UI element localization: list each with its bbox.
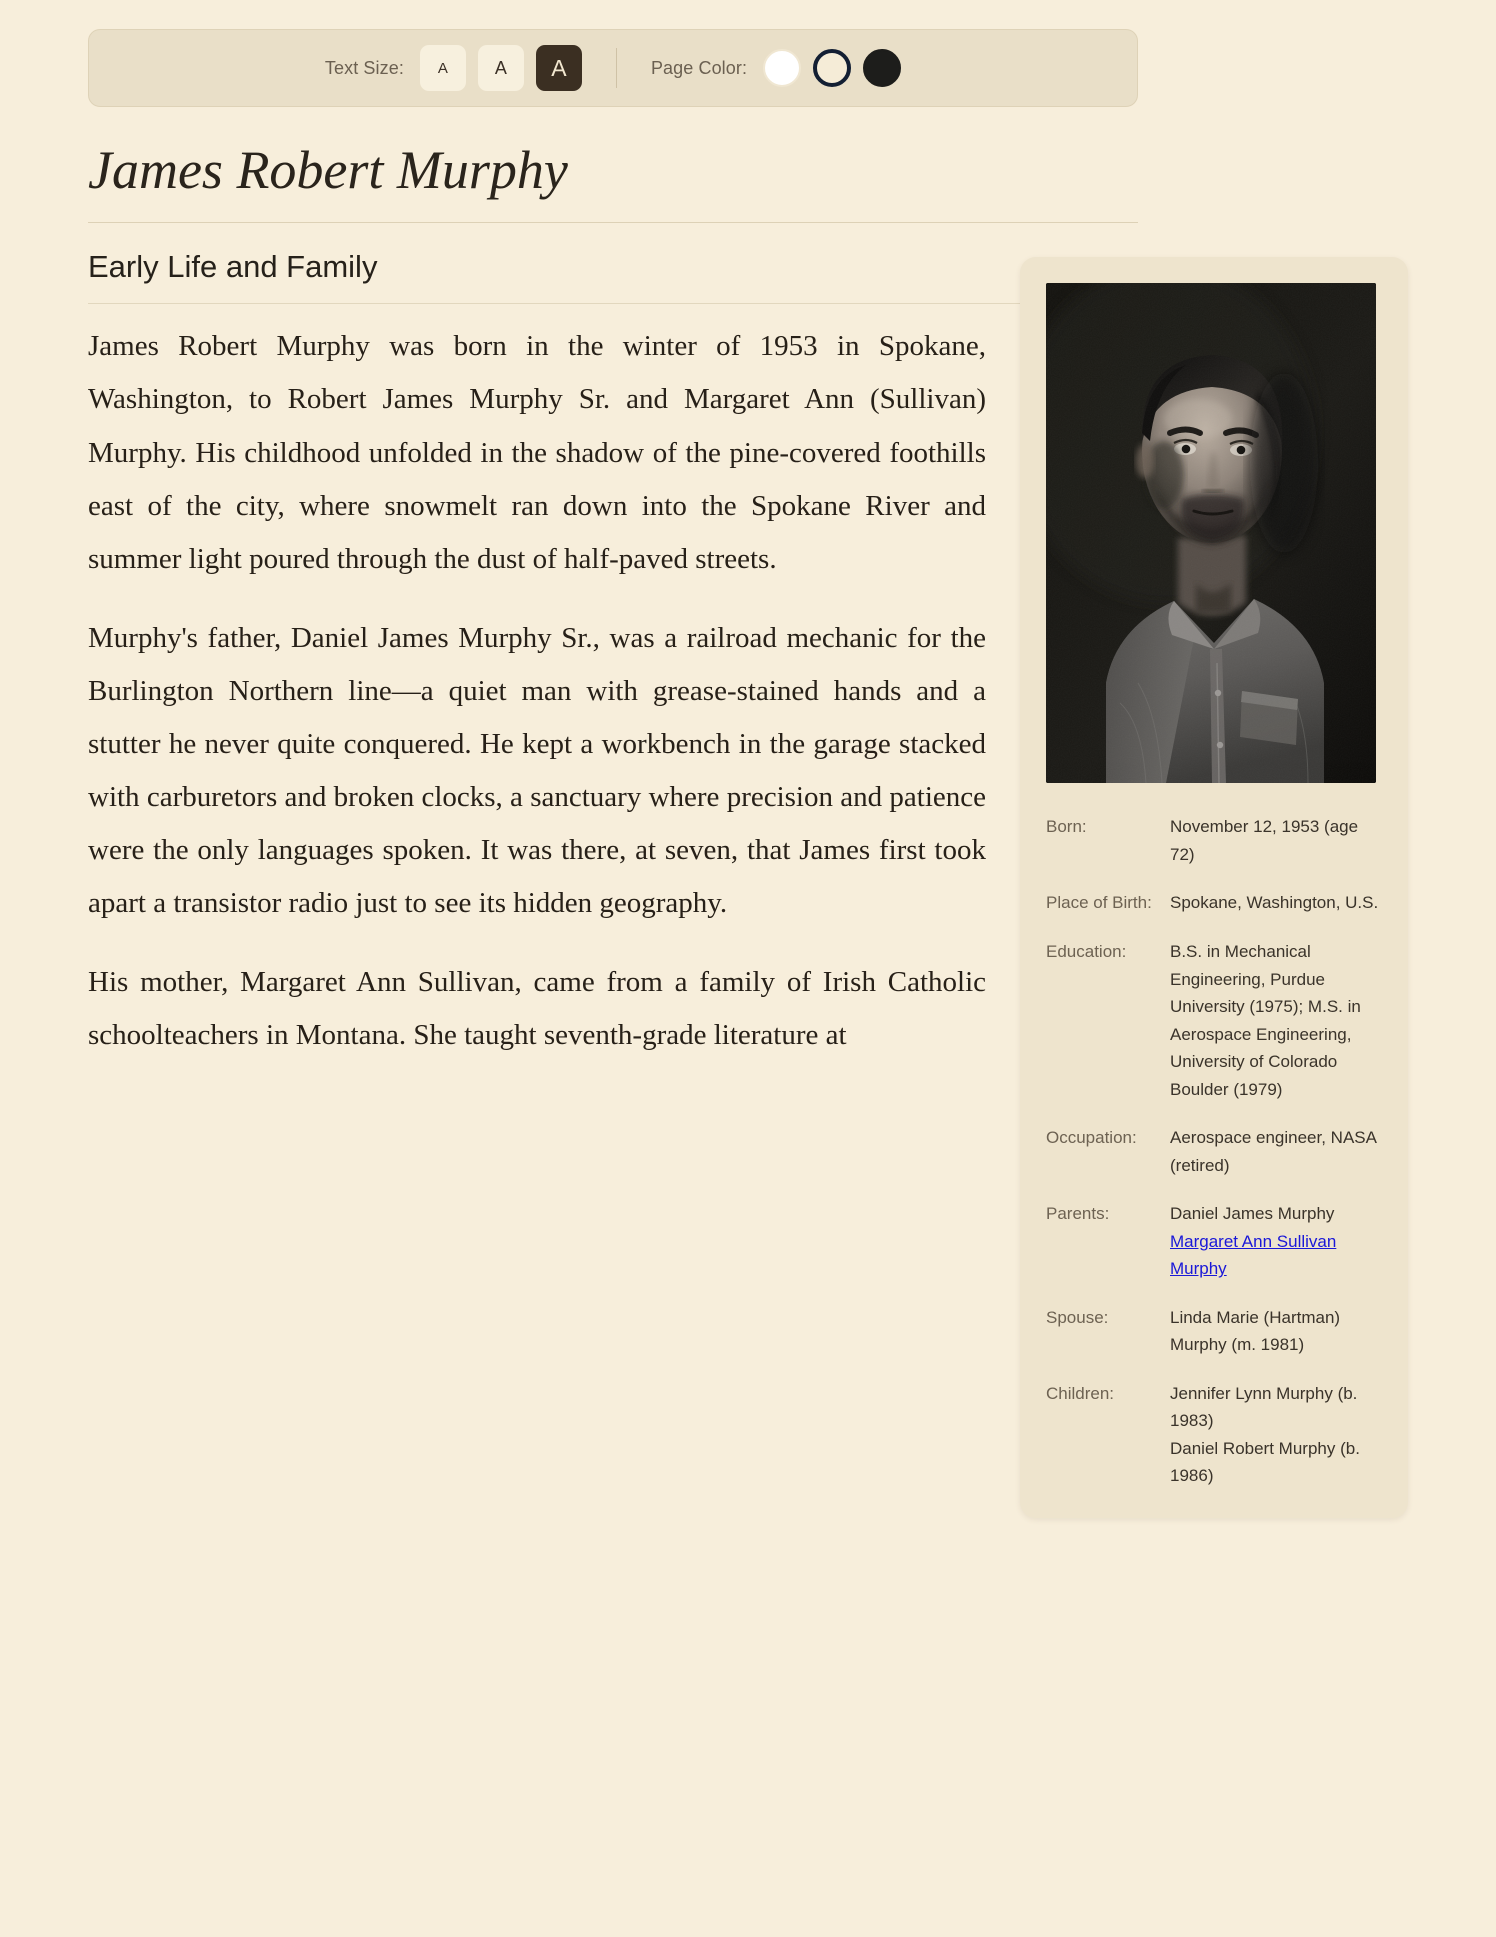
paragraph: Murphy's father, Daniel James Murphy Sr., was a railroad mechanic for the Burlington Northern line—a quiet man with grease-stained hands and a stutter he never quite conquered. He kept a workbench in the garage stacked with carburetors and broken clocks, a sanctuary where precision and patience were the only languages spoken. It was there, at seven, that James first took apart a transistor radio just to see its hidden geography. xyxy=(88,621,986,920)
page-color-label: Page Color: xyxy=(650,57,748,78)
page-color-white-swatch[interactable] xyxy=(763,49,801,87)
parent-link-margaret-ann-sullivan-murphy[interactable]: Margaret Ann Sullivan Murphy xyxy=(1170,1231,1337,1279)
text-size-button-group xyxy=(420,45,582,91)
infobox-label-children: Children: xyxy=(1046,1383,1115,1403)
infobox-label-place-of-birth: Place of Birth: xyxy=(1046,893,1152,913)
infobox-value-parents xyxy=(1170,1200,1382,1304)
page-title: James Robert Murphy xyxy=(88,141,1138,223)
page-color-dark-swatch[interactable] xyxy=(863,49,901,87)
toolbar-divider xyxy=(616,48,617,88)
infobox-value-text: Jennifer Lynn Murphy (b. 1983) xyxy=(1170,1383,1358,1431)
infobox-value-text: Linda Marie (Hartman) Murphy (m. 1981) xyxy=(1170,1307,1341,1355)
infobox-value-born xyxy=(1170,813,1382,889)
text-size-small-button[interactable]: A xyxy=(420,45,466,91)
reader-settings-toolbar xyxy=(88,29,1138,107)
infobox-row-parents xyxy=(1046,1200,1382,1304)
infobox-row-education xyxy=(1046,938,1382,1124)
infobox-label-spouse: Spouse: xyxy=(1046,1307,1109,1327)
section-heading-early-life-and-family: Early Life and Family xyxy=(88,249,1408,304)
portrait-photo xyxy=(1046,283,1376,783)
infobox-details-table xyxy=(1046,813,1382,1490)
infobox-value-education xyxy=(1170,938,1382,1124)
text-size-medium-button[interactable]: A xyxy=(478,45,524,91)
paragraph: James Robert Murphy was born in the winter of 1953 in Spokane, Washington, to Robert James Murphy Sr. and Margaret Ann (Sullivan) Murphy. His childhood unfolded in the shadow of the pine-covered foothills east of the city, where snowmelt ran down into the Spokane River and summer light poured through the dust of half-paved streets. xyxy=(88,330,986,575)
infobox-label-parents: Parents: xyxy=(1046,1204,1110,1224)
paragraph: His mother, Margaret Ann Sullivan, came from a family of Irish Catholic schoolteachers in Montana. She taught seventh-grade literature at xyxy=(88,966,986,1052)
infobox-value-text: Daniel Robert Murphy (b. 1986) xyxy=(1170,1438,1360,1486)
article-content xyxy=(88,249,1408,1542)
infobox-value-children xyxy=(1170,1380,1382,1490)
infobox-row-occupation xyxy=(1046,1124,1382,1200)
page-color-sepia-swatch[interactable] xyxy=(813,49,851,87)
page-color-button-group xyxy=(763,49,901,87)
infobox-value-text: Daniel James Murphy xyxy=(1170,1204,1335,1224)
infobox-value-text: B.S. in Mechanical Engineering, Purdue University (1975); M.S. in Aerospace Engineering, University of Colorado Boulder (1979) xyxy=(1170,941,1361,1099)
infobox-value-spouse xyxy=(1170,1304,1382,1380)
reader-page xyxy=(0,29,1496,1542)
infobox xyxy=(1020,257,1408,1518)
infobox-value-place-of-birth xyxy=(1170,889,1382,938)
infobox-label-education: Education: xyxy=(1046,941,1127,961)
infobox-value-text: November 12, 1953 (age 72) xyxy=(1170,817,1359,864)
infobox-row-children xyxy=(1046,1380,1382,1490)
infobox-row-born xyxy=(1046,813,1382,889)
text-size-large-button[interactable]: A xyxy=(536,45,582,91)
infobox-label-born: Born: xyxy=(1046,817,1087,837)
infobox-value-text: Spokane, Washington, U.S. xyxy=(1170,893,1379,913)
infobox-row-place-of-birth xyxy=(1046,889,1382,938)
infobox-value-occupation xyxy=(1170,1124,1382,1200)
text-size-label: Text Size: xyxy=(324,57,404,78)
infobox-label-occupation: Occupation: xyxy=(1046,1128,1137,1148)
infobox-row-spouse xyxy=(1046,1304,1382,1380)
infobox-value-text: Aerospace engineer, NASA (retired) xyxy=(1170,1128,1377,1175)
